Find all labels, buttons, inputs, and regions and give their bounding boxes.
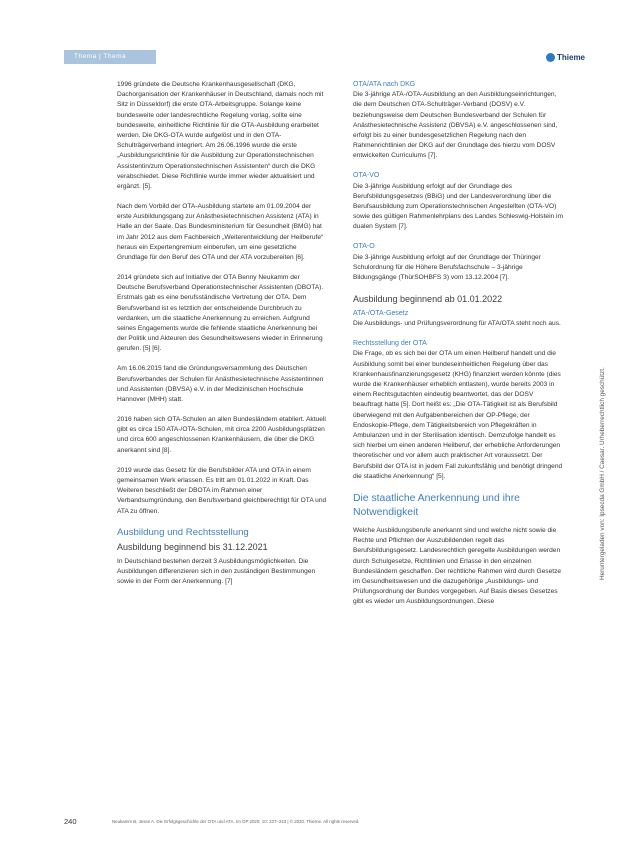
publisher-logo — [546, 50, 585, 64]
download-notice: Heruntergeladen von: Ipsecda GmbH / Caesar. Urheberrechtlich geschützt. — [599, 367, 606, 580]
paragraph: Die 3-jährige Ausbildung erfolgt auf der Grundlage der Thüringer Schulordnung für die Höhere Berufsfachschule – 3-jährige Bildungsgänge (ThürSOHBFS 3) vom 13.12.2004 [7]. — [353, 253, 541, 282]
paragraph: Am 16.06.2015 fand die Gründungsversammlung des Deutschen Berufsverbandes der Schulen für Anästhesietechnische Assistentinnen und Assistenten (DBVSA) e.V. in der Medizinischen Hochschule Hannover (MHH) statt. — [117, 365, 324, 404]
subheading: OTA/ATA nach DKG — [353, 81, 416, 88]
right-column — [353, 80, 563, 617]
subheading: ATA-/OTA-Gesetz — [353, 310, 409, 318]
citation-footer: Neukamm B, Jesse A. Die Erfolgsgeschichte der OTA und ATA. Im OP 2020; 10: 237–243 | © 2020. Thieme. All rights reserved. — [112, 819, 360, 824]
paragraph: Die 3-jährige Ausbildung erfolgt auf der Grundlage des Berufsbildungsgesetzes (BBiG) und der Landesverordnung über die Berufsausbildung zum Operationstechnischen Angestellten (OTA-VO) sowie des gültigen Rahmenlehrplans des Landes Schleswig-Holstein im dualen System [7]. — [353, 182, 564, 231]
paragraph: 2019 wurde das Gesetz für die Berufsbilder ATA und OTA in einem gemeinsamen Werk erlassen. Es tritt am 01.01.2022 in Kraft. Das Weiteren beschließt der DBOTA im Rahmen einer Verbandsumgründung, den Berufsverband gleichberechtigt für OTA und ATA zu öffnen. — [117, 466, 327, 515]
paragraph: Welche Ausbildungsberufe anerkannt sind und welche nicht sowie die Rechte und Pflichten der Auszubildenden regelt das Berufsbildungsgesetz. Landesrechtlich geregelte Ausbildungen werden durch Schulgesetze, Richtlinien und Erlasse in den einzelnen Bundesländern geschaffen. Der rechtliche Rahmen wird durch Gesetze im Gesundheitswesen und die dazugehörige „Ausbildungs- und Prüfungsordnung der Bundes vorgegeben. Auf Basis dieses Gesetzes gibt es wieder um Ausbildungsordnungen. Diese — [353, 526, 562, 606]
paragraph: Die Frage, ob es sich bei der OTA um einen Heilberuf handelt und die Ausbildung somit bei einer bundeseinheitlichen Regelung über das Krankenhausfinanzierungsgesetz (KHG) finanziert werden könnte (dies wurde die Krankenhäuser erheblich entlasten), wurde bereits 2003 in einem Rechtsgutachten eindeutig beantwortet, das der DOSV beauftragt hatte [5]. Dort heißt es: „Die OTA-Tätigkeit ist als Berufsbild überwiegend mit den Aufgabenbereichen der OP-Pflege, der Endoskopie-Pflege, dem Tätigkeitsbereich von Pflegekräften in Ambulanzen und in der Sterilisation identisch. Demzufolge handelt es sich hierbei um einen anderen Heilberuf, der erhebliche Anforderungen theoretischer und vor allem auch praktischer Art voraussetzt. Der Berufsbild der OTA ist in jedem Fall zukunftsfähig und benötigt dringend die staatliche Anerkennung“ [5]. — [353, 350, 563, 480]
section-heading: Ausbildung und Rechtsstellung — [117, 526, 249, 538]
paragraph: 2014 gründete sich auf Initiative der OTA Benny Neukamm der Deutsche Berufsverband Operationstechnischer Assistenten (DBOTA). Erstmals gab es eine berufsständische Vertretung der OTA. Dem Berufsverband ist es letztlich der entscheidende Durchbruch zu verdanken, um die staatliche Anerkennung zu erreichen. Aufgrund seines Engagements wurde die fehlende staatliche Anerkennung bei der Politik und Akteuren des Gesundheitswesens wieder in Erinnerung gerufen. [5] [6]. — [117, 274, 324, 353]
paragraph: Die 3-jährige ATA-/OTA-Ausbildung an den Ausbildungseinrichtungen, die dem Deutschen OTA-Schulträger-Verband (DOSV) e.V. beziehungsweise dem Deutschen Bundesverband der Schulen für Anästhesietechnische Assistenz (DBVSA) e.V. angeschlossenen sind, erfolgt bis zu einer bundesgesetzlichen Regelung nach den Rahmenrichtlinien der DKG auf der Grundlage des hierzu vom DOSV entwickelten Curriculums [7]. — [353, 91, 558, 160]
paragraph: Nach dem Vorbild der OTA-Ausbildung startete am 01.09.2004 der erste Ausbildungsgang zur Anästhesietechnischen Assistenz (ATA) in Halle an der Saale. Das Bundesministerium für Gesundheit (BMG) hat im Jahr 2012 aus dem Fachbereich „Weiterentwicklung der Heilberufe“ heraus ein Expertengremium einberufen, um eine gesetzliche Grundlage für den Beruf des OTA und der ATA vorzubereiten [6]. — [117, 203, 324, 262]
subheading: Rechtsstellung der OTA — [353, 340, 427, 348]
subheading: OTA-O — [353, 243, 375, 251]
paragraph: 1996 gründete die Deutsche Krankenhausgesellschaft (DKG, Dachorganisation der Krankenhäuser in Deutschland, damals noch mit Sitz in Düsseldorf) die erste OTA-Arbeitsgruppe. Solange keine bundesweite oder landesrechtliche Regelung vorlag, sollte eine bundesweite, einheitliche Richtlinie für die OTA-Ausbildung erarbeitet werden. Die DKG-OTA wurde aufgelöst und in den OTA-Schulträgerverband integriert. Am 26.06.1996 wurde die erste „Ausbildungsrichtlinie für die Ausbildung zur Operationstechnischen Assistentin/zum Operationstechnischen Assistenten“ durch die DKG verabschiedet. Diese Richtlinie wurde immer wieder aktualisiert und ergänzt. [5]. — [117, 81, 324, 191]
logo-text: Thieme — [557, 52, 586, 62]
left-column — [117, 80, 327, 597]
section-heading: Die staatliche Anerkennung und ihre Notwendigkeit — [353, 492, 520, 518]
page-number: 240 — [64, 817, 77, 826]
section-label: Thema | Thema — [64, 50, 156, 64]
subsection-heading: Ausbildung beginnend bis 31.12.2021 — [117, 541, 268, 552]
paragraph: 2016 haben sich OTA-Schulen an allen Bundesländern etabliert. Aktuell gibt es circa 150 ATA-/OTA-Schulen, mit circa 2200 Ausbildungsplätzen und circa 600 angeschlossenen Krankenhäusern, die über die DKG anerkannt sind [8]. — [117, 416, 326, 454]
subheading: OTA-VO — [353, 172, 380, 180]
paragraph: In Deutschland bestehen derzeit 3 Ausbildungsmöglichkeiten. Die Ausbildungen differenzieren sich in den zuständigen Bestimmungen sowie in der Form der Anerkennung. [7] — [117, 557, 316, 585]
paragraph: Die Ausbildungs- und Prüfungsverordnung für ATA/OTA steht noch aus. — [353, 320, 561, 328]
logo-mark-icon — [546, 53, 555, 62]
subsection-heading: Ausbildung beginnend ab 01.01.2022 — [353, 294, 503, 305]
